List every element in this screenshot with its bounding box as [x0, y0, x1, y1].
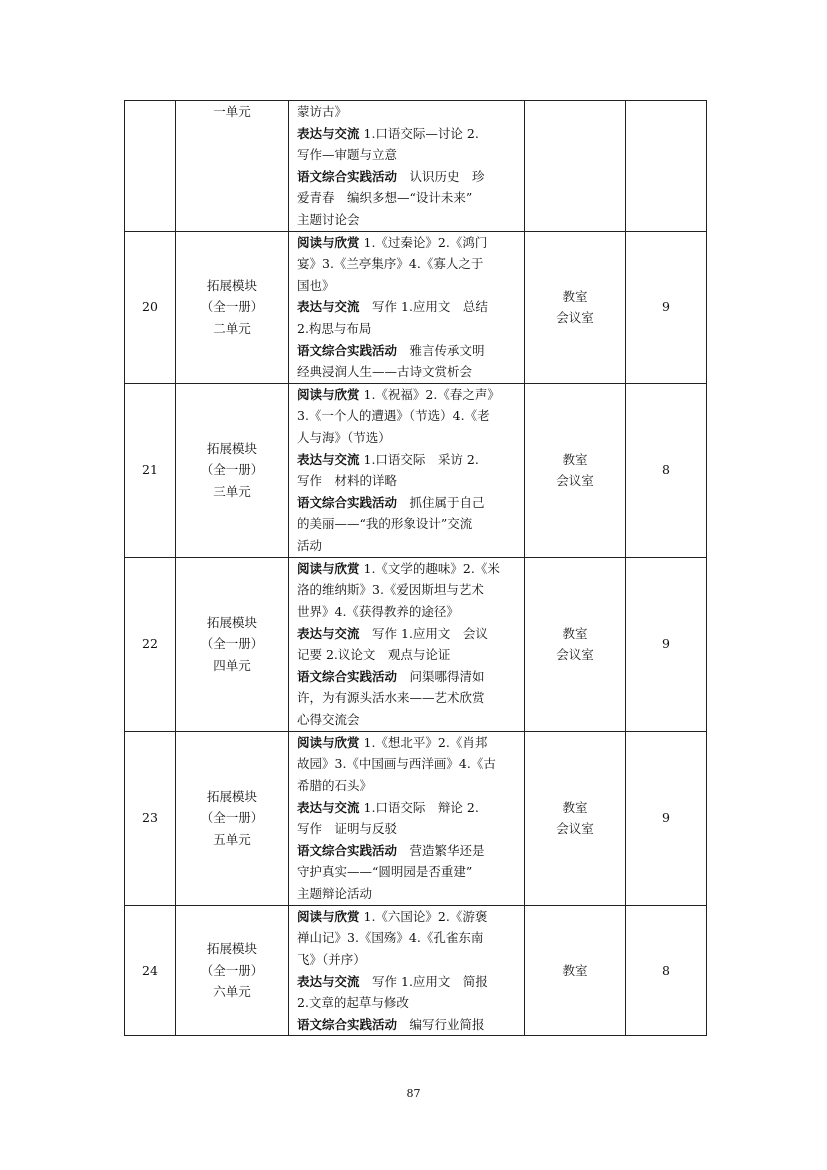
section-label: 表达与交流 — [297, 125, 360, 141]
content-text: 爱青春 编织多想—“设计未来” — [297, 190, 473, 206]
venue-line: 会议室 — [556, 310, 594, 326]
row-number: 21 — [125, 383, 176, 557]
unit-line: 拓展模块 — [206, 788, 257, 804]
content-text: 写作—审题与立意 — [297, 147, 398, 163]
content-text: 人与海》（节选） — [297, 429, 391, 445]
course-schedule-table — [124, 100, 707, 1036]
unit-line: （全一册） — [200, 299, 264, 315]
section-label: 表达与交流 — [297, 799, 360, 815]
content-text: 1.口语交际 采访 2. — [359, 451, 479, 467]
content-line — [297, 558, 520, 580]
content-line — [297, 687, 520, 709]
section-label: 阅读与欣赏 — [297, 560, 360, 576]
content-text: 写作 1.应用文 会议 — [359, 625, 488, 641]
content-text: 1.口语交际—讨论 2. — [359, 125, 479, 141]
content-line — [297, 1014, 520, 1036]
content-text: 写作 材料的详略 — [297, 473, 398, 489]
unit-line: （全一册） — [200, 962, 264, 978]
unit-line: 拓展模块 — [206, 277, 257, 293]
unit-line: （全一册） — [200, 636, 264, 652]
class-hours — [626, 101, 707, 232]
section-label: 表达与交流 — [297, 299, 360, 315]
content-line — [297, 492, 520, 514]
content-line — [297, 449, 520, 471]
content-line — [297, 906, 520, 928]
content-text: 飞》（并序） — [297, 951, 366, 967]
section-label: 阅读与欣赏 — [297, 386, 360, 402]
content-line — [297, 579, 520, 601]
venue-line: 教室 — [562, 799, 588, 815]
content-text: 国也》 — [297, 277, 335, 293]
venue-line: 会议室 — [556, 821, 594, 837]
content-text: 主题讨论会 — [297, 211, 360, 227]
unit-line: （全一册） — [200, 810, 264, 826]
content-text: 活动 — [297, 537, 323, 553]
content-text: 1.《祝福》2.《春之声》 — [359, 386, 500, 402]
content-text: 禅山记》3.《国殇》4.《孔雀东南 — [297, 930, 484, 946]
content-line — [297, 123, 520, 145]
content-line — [297, 209, 520, 231]
content-text: 1.《六国论》2.《游褒 — [359, 908, 488, 924]
section-label: 语文综合实践活动 — [297, 342, 398, 358]
content-text: 主题辩论活动 — [297, 885, 373, 901]
unit-content — [289, 101, 525, 232]
content-text: 1.《文学的趣味》2.《米 — [359, 560, 500, 576]
content-line — [297, 296, 520, 318]
content-line — [297, 623, 520, 645]
content-line — [297, 470, 520, 492]
unit-name — [176, 231, 289, 383]
unit-name — [176, 557, 289, 731]
content-line — [297, 840, 520, 862]
content-line — [297, 601, 520, 623]
unit-content — [289, 731, 525, 905]
unit-line: 六单元 — [213, 984, 251, 1000]
content-line — [297, 949, 520, 971]
unit-line: 二单元 — [213, 320, 251, 336]
content-text: 雅言传承文明 — [397, 342, 485, 358]
venue-line: 会议室 — [556, 647, 594, 663]
row-number: 22 — [125, 557, 176, 731]
content-text: 写作 1.应用文 总结 — [359, 299, 488, 315]
table-row — [125, 101, 707, 232]
content-line — [297, 232, 520, 254]
section-label: 表达与交流 — [297, 973, 360, 989]
section-label: 表达与交流 — [297, 625, 360, 641]
content-line — [297, 144, 520, 166]
section-label: 语文综合实践活动 — [297, 494, 398, 510]
section-label: 语文综合实践活动 — [297, 668, 398, 684]
content-text: 写作 1.应用文 简报 — [359, 973, 488, 989]
content-text: 记要 2.议论文 观点与论证 — [297, 647, 451, 663]
content-text: 守护真实——“圆明园是否重建” — [297, 864, 473, 880]
section-label: 语文综合实践活动 — [297, 842, 398, 858]
unit-line: 三单元 — [213, 484, 251, 500]
content-line — [297, 971, 520, 993]
content-line — [297, 753, 520, 775]
content-text: 1.《想北平》2.《肖邦 — [359, 734, 488, 750]
section-label: 阅读与欣赏 — [297, 234, 360, 250]
class-hours: 9 — [626, 731, 707, 905]
class-hours: 9 — [626, 557, 707, 731]
unit-line: 一单元 — [213, 104, 251, 119]
content-line — [297, 427, 520, 449]
content-line — [297, 883, 520, 905]
unit-line: （全一册） — [200, 462, 264, 478]
content-line — [297, 818, 520, 840]
venue-line: 教室 — [562, 288, 588, 304]
venue — [525, 383, 626, 557]
table-row — [125, 731, 707, 905]
content-text: 洛的维纳斯》3.《爱因斯坦与艺术 — [297, 582, 484, 598]
content-text: 认识历史 珍 — [397, 168, 485, 184]
unit-content — [289, 383, 525, 557]
venue — [525, 905, 626, 1036]
content-text: 1.口语交际 辩论 2. — [359, 799, 479, 815]
table-body — [125, 101, 707, 1036]
content-line — [297, 927, 520, 949]
content-line — [297, 709, 520, 731]
content-text: 心得交流会 — [297, 711, 360, 727]
unit-name — [176, 905, 289, 1036]
unit-content — [289, 231, 525, 383]
content-text: 1.《过秦论》2.《鸿门 — [359, 234, 488, 250]
venue-line: 会议室 — [556, 473, 594, 489]
content-text: 写作 证明与反驳 — [297, 821, 398, 837]
venue — [525, 557, 626, 731]
content-text: 问渠哪得清如 — [397, 668, 485, 684]
content-line — [297, 187, 520, 209]
content-text: 经典浸润人生——古诗文赏析会 — [297, 364, 473, 380]
unit-name — [176, 731, 289, 905]
unit-line: 拓展模块 — [206, 614, 257, 630]
class-hours: 8 — [626, 383, 707, 557]
unit-content — [289, 557, 525, 731]
row-number — [125, 101, 176, 232]
venue — [525, 101, 626, 232]
unit-name — [176, 101, 289, 232]
content-line — [297, 405, 520, 427]
section-label: 阅读与欣赏 — [297, 908, 360, 924]
section-label: 语文综合实践活动 — [297, 1016, 398, 1032]
content-line — [297, 666, 520, 688]
content-text: 编写行业简报 — [397, 1016, 485, 1032]
content-text: 2.构思与布局 — [297, 320, 372, 336]
content-line — [297, 318, 520, 340]
table-row — [125, 557, 707, 731]
content-line — [297, 253, 520, 275]
content-line — [297, 166, 520, 188]
class-hours: 8 — [626, 905, 707, 1036]
unit-content — [289, 905, 525, 1036]
content-line — [297, 775, 520, 797]
content-text: 2.文章的起草与修改 — [297, 995, 409, 1011]
unit-line: 拓展模块 — [206, 941, 257, 957]
content-line — [297, 732, 520, 754]
content-text: 营造繁华还是 — [397, 842, 485, 858]
content-text: 故园》3.《中国画与西洋画》4.《古 — [297, 756, 496, 772]
content-text: 世界》4.《获得教养的途径》 — [297, 603, 459, 619]
page-number: 87 — [406, 1087, 421, 1100]
content-line — [297, 535, 520, 557]
content-line — [297, 992, 520, 1014]
content-text: 抓住属于自己 — [397, 494, 485, 510]
unit-name — [176, 383, 289, 557]
content-text: 蒙访古》 — [297, 104, 348, 119]
content-line — [297, 644, 520, 666]
content-line — [297, 797, 520, 819]
section-label: 阅读与欣赏 — [297, 734, 360, 750]
content-text: 宴》3.《兰亭集序》4.《寡人之于 — [297, 256, 484, 272]
row-number: 24 — [125, 905, 176, 1036]
unit-line: 四单元 — [213, 658, 251, 674]
content-line — [297, 340, 520, 362]
section-label: 语文综合实践活动 — [297, 168, 398, 184]
unit-line: 拓展模块 — [206, 440, 257, 456]
content-text: 的美丽——“我的形象设计”交流 — [297, 516, 473, 532]
content-line — [297, 275, 520, 297]
venue-line: 教室 — [562, 451, 588, 467]
class-hours: 9 — [626, 231, 707, 383]
content-text: 许，为有源头活水来——艺术欣赏 — [297, 690, 485, 706]
content-text: 3.《一个人的遭遇》（节选）4.《老 — [297, 408, 490, 424]
content-line — [297, 384, 520, 406]
row-number: 20 — [125, 231, 176, 383]
venue-line: 教室 — [562, 962, 588, 978]
row-number: 23 — [125, 731, 176, 905]
venue — [525, 231, 626, 383]
content-line — [297, 361, 520, 383]
section-label: 表达与交流 — [297, 451, 360, 467]
table-row — [125, 905, 707, 1036]
table-row — [125, 383, 707, 557]
table-row — [125, 231, 707, 383]
venue-line: 教室 — [562, 625, 588, 641]
content-line — [297, 513, 520, 535]
venue — [525, 731, 626, 905]
unit-line: 五单元 — [213, 832, 251, 848]
content-line — [297, 861, 520, 883]
content-text: 希腊的石头》 — [297, 777, 373, 793]
content-line — [297, 101, 520, 123]
